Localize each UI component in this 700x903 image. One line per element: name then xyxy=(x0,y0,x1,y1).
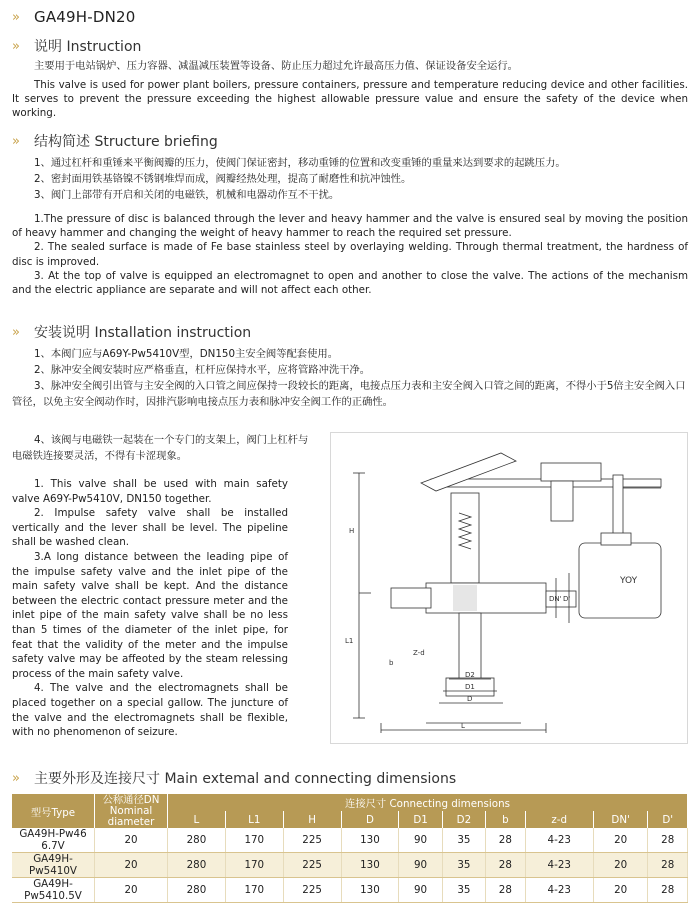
installation-en-item: 4. The valve and the electromagnets shall be placed together on a special gallow. The juncture of the valve and the electromagnets shall be flexible, with no phenomenon of seizure. xyxy=(12,682,288,739)
value-cell: 130 xyxy=(341,878,399,903)
drawing-dim-label: D xyxy=(467,695,473,703)
installation-cn-item: 2、脉冲安全阀安装时应严格垂直，杠杆应保持水平，应将管路冲洗干净。 xyxy=(34,364,371,376)
value-cell: 90 xyxy=(399,853,442,878)
table-row xyxy=(12,878,688,903)
chevron-icon: » xyxy=(12,9,20,25)
structure-en-item: 1.The pressure of disc is balanced through the lever and heavy hammer and the valve is ensured seal by moving the position of heavy hammer and changing the weight of heavy hammer to reach the required set pressure. xyxy=(12,213,688,240)
value-cell: 170 xyxy=(225,828,283,853)
connecting-header: 连接尺寸 Connecting dimensions xyxy=(168,794,688,811)
column-header: D1 xyxy=(399,811,442,828)
value-cell: 28 xyxy=(486,853,526,878)
installation-cn-item4-wrap xyxy=(12,432,312,464)
column-header: DN' xyxy=(593,811,648,828)
column-header: z-d xyxy=(525,811,593,828)
installation-en-item: 2. Impulse safety valve shall be installed vertically and the lever shall be level. The pipeline shall be washed clean. xyxy=(12,507,288,549)
value-cell: 225 xyxy=(283,828,341,853)
structure-en-item: 2. The sealed surface is made of Fe base stainless steel by overlaying welding. Through thermal treatment, the hardness of disc is improved. xyxy=(12,241,688,268)
type-cell: GA49H-Pw46 6.7V xyxy=(12,828,95,853)
dn-cell: 20 xyxy=(95,853,168,878)
column-header: b xyxy=(486,811,526,828)
valve-drawing-svg xyxy=(331,433,687,743)
column-header: L xyxy=(168,811,226,828)
value-cell: 225 xyxy=(283,853,341,878)
value-cell: 35 xyxy=(442,828,485,853)
value-cell: 280 xyxy=(168,853,226,878)
instruction-heading: 说明 Instruction xyxy=(34,39,142,55)
value-cell: 20 xyxy=(593,878,648,903)
column-header: D2 xyxy=(442,811,485,828)
value-cell: 28 xyxy=(486,828,526,853)
column-header: D' xyxy=(648,811,688,828)
dn-cell: 20 xyxy=(95,878,168,903)
drawing-dim-label: H xyxy=(349,527,355,535)
value-cell: 4-23 xyxy=(525,828,593,853)
value-cell: 4-23 xyxy=(525,878,593,903)
column-header: L1 xyxy=(225,811,283,828)
dimensions-table xyxy=(12,794,688,903)
value-cell: 20 xyxy=(593,853,648,878)
value-cell: 28 xyxy=(486,878,526,903)
value-cell: 90 xyxy=(399,878,442,903)
instruction-cn: 主要用于电站锅炉、压力容器、减温减压装置等设备、防止压力超过允许最高压力值、保证设备安全运行。 xyxy=(34,60,518,72)
value-cell: 35 xyxy=(442,878,485,903)
drawing-dim-label: DN' xyxy=(549,595,562,603)
structure-heading: 结构简述 Structure briefing xyxy=(34,134,218,150)
drawing-dim-label: b xyxy=(389,659,394,667)
type-cell: GA49H-Pw5410.5V xyxy=(12,878,95,903)
dn-cell: 20 xyxy=(95,828,168,853)
chevron-icon: » xyxy=(12,324,20,340)
chevron-icon: » xyxy=(12,38,20,54)
structure-heading-row xyxy=(12,131,688,151)
drawing-dim-label: D' xyxy=(563,595,571,603)
value-cell: 20 xyxy=(593,828,648,853)
value-cell: 280 xyxy=(168,828,226,853)
nominal-header: 公称通径DN Nominal diameter xyxy=(95,794,168,828)
structure-cn-item: 2、密封面用铁基铬镍不锈钢堆焊而成，阀瓣经热处理，提高了耐磨性和抗冲蚀性。 xyxy=(34,173,412,185)
installation-cn-item: 1、本阀门应与A69Y-Pw5410V型，DN150主安全阀等配套使用。 xyxy=(34,348,338,360)
type-header: 型号Type xyxy=(12,794,95,828)
model-title-row xyxy=(12,8,688,26)
installation-cn-item: 3、脉冲安全阀引出管与主安全阀的入口管之间应保持一段较长的距离，电接点压力表和主安全阀入口管之间的距离，不得小于5倍主安全阀入口管径，以免主安全阀动作时，因排汽影响电接点压力表和脉冲安全阀工作的正确性。 xyxy=(12,380,686,408)
installation-cn-top xyxy=(12,346,688,410)
value-cell: 90 xyxy=(399,828,442,853)
structure-cn-item: 1、通过杠杆和重锤来平衡阀瓣的压力，使阀门保证密封，移动重锤的位置和改变重锤的重量来达到要求的起跳压力。 xyxy=(34,157,566,169)
installation-en-column xyxy=(12,477,288,740)
structure-body xyxy=(12,155,688,297)
installation-heading: 安装说明 Installation instruction xyxy=(34,325,252,341)
value-cell: 4-23 xyxy=(525,853,593,878)
value-cell: 170 xyxy=(225,853,283,878)
value-cell: 35 xyxy=(442,853,485,878)
installation-cn-item: 4、该阀与电磁铁一起装在一个专门的支架上，阀门上杠杆与电磁铁连接要灵活，不得有卡涩现象。 xyxy=(12,434,309,462)
column-header: D xyxy=(341,811,399,828)
type-cell: GA49H-Pw5410V xyxy=(12,853,95,878)
chevron-icon: » xyxy=(12,133,20,149)
drawing-dim-label: L xyxy=(461,722,465,730)
structure-cn-item: 3、阀门上部带有开启和关闭的电磁铁，机械和电器动作互不干扰。 xyxy=(34,189,340,201)
installation-en-item: 3.A long distance between the leading pipe of the impulse safety valve and the inlet pipe of the main safety valve shall be kept. And the distance between the electric contact pressure meter and the inlet pipe of the main safety valve shall be no less than 5 times of the diameter of the inlet pipe, for feat that the validity of the meter and the impulse safety valve may be affeoted by the steam relessing process of the main safety valve. xyxy=(12,550,288,680)
structure-en-item: 3. At the top of valve is equipped an electromagnet to open and another to close the valve. The actions of the mechanism and the electric appliance are separate and will not affect each other. xyxy=(12,269,688,297)
value-cell: 130 xyxy=(341,853,399,878)
value-cell: 28 xyxy=(648,878,688,903)
drawing-dim-label: L1 xyxy=(345,637,354,645)
instruction-heading-row xyxy=(12,36,688,56)
drawing-dim-label: Z-d xyxy=(413,649,425,657)
column-header: H xyxy=(283,811,341,828)
value-cell: 28 xyxy=(648,828,688,853)
value-cell: 225 xyxy=(283,878,341,903)
value-cell: 170 xyxy=(225,878,283,903)
dimensions-heading: 主要外形及连接尺寸 Main extemal and connecting dimensions xyxy=(34,771,457,787)
valve-drawing xyxy=(330,432,688,744)
value-cell: 28 xyxy=(648,853,688,878)
value-cell: 130 xyxy=(341,828,399,853)
instruction-body xyxy=(12,59,688,120)
table-row xyxy=(12,828,688,853)
table-row xyxy=(12,853,688,878)
installation-heading-row xyxy=(12,322,688,342)
drawing-dim-label: D2 xyxy=(465,671,475,679)
instruction-en: This valve is used for power plant boilers, pressure containers, pressure and temperature reducing device and other facilities. It serves to prevent the pressure exceeding the highest allowable pressure value and ensure the safety of the device when working. xyxy=(12,78,688,119)
value-cell: 280 xyxy=(168,878,226,903)
dimensions-heading-row xyxy=(12,768,688,788)
drawing-box-label: YOY xyxy=(620,576,638,586)
model-title: GA49H-DN20 xyxy=(34,8,136,26)
drawing-dim-label: D1 xyxy=(465,683,475,691)
chevron-icon: » xyxy=(12,770,20,786)
installation-en-item: 1. This valve shall be used with main safety valve A69Y-Pw5410V, DN150 together. xyxy=(12,478,288,505)
